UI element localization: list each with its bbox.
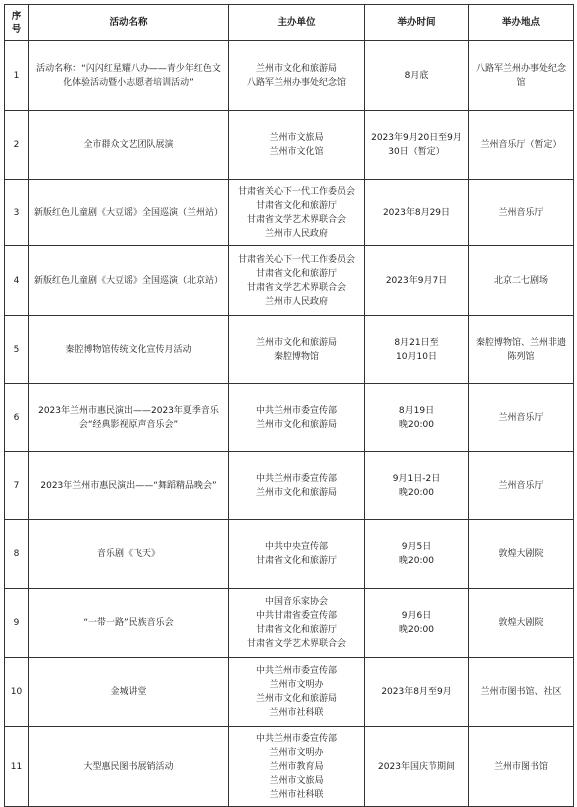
activity-name-text: 音乐剧《飞天》	[96, 549, 160, 559]
organizer-list	[232, 131, 361, 159]
organizer-cell	[229, 111, 365, 180]
organizer-item: 甘肃省文学艺术界联合会	[246, 214, 346, 225]
activity-name-text: “一带一路”民族音乐会	[83, 618, 174, 628]
venue-cell: 兰州音乐厅	[469, 384, 574, 452]
activity-name-text: 新版红色儿童剧《大豆谣》全国巡演（兰州站）	[33, 207, 223, 218]
time-line: 晚20:00	[399, 625, 434, 635]
organizer-item: 甘肃省文学艺术界联合会	[246, 282, 346, 293]
organizer-item: 兰州市人民政府	[264, 296, 328, 307]
activity-name-text: 大型惠民图书展销活动	[83, 761, 174, 772]
organizer-item: 兰州市文明办	[269, 680, 324, 690]
row-number: 6	[5, 384, 29, 452]
activity-name	[29, 727, 229, 807]
organizer-item: 兰州市文旅局	[269, 775, 324, 786]
activity-name	[29, 246, 229, 316]
time-list	[368, 404, 465, 432]
organizer-cell	[229, 41, 365, 111]
organizer-item: 秦腔博物馆	[273, 351, 319, 362]
header-organizer: 主办单位	[229, 5, 365, 41]
row-number: 9	[5, 589, 29, 658]
activity-name	[29, 589, 229, 658]
time-line: 8月19日	[398, 405, 435, 416]
time-line: 2023年8月29日	[382, 207, 451, 218]
organizer-item: 甘肃省文化和旅游厅	[255, 556, 337, 566]
header-no-line1: 序	[11, 10, 22, 22]
time-list	[368, 609, 465, 637]
organizer-item: 甘肃省文化和旅游厅	[255, 200, 337, 211]
time-list	[368, 206, 465, 220]
organizer-item: 八路军兰州办事处纪念馆	[246, 77, 346, 88]
venue-cell: 兰州音乐厅（暂定）	[469, 111, 574, 180]
organizer-item: 中共兰州市委宣传部	[255, 666, 337, 676]
activity-name	[29, 452, 229, 520]
activity-name	[29, 111, 229, 180]
header-row	[5, 5, 574, 41]
activity-name-text: 2023年兰州市惠民演出——“舞蹈精品晚会”	[40, 480, 217, 491]
row-number: 10	[5, 658, 29, 727]
time-line: 8月21日至	[394, 337, 439, 348]
table-row	[5, 589, 574, 658]
time-line: 晚20:00	[399, 487, 434, 498]
organizer-item: 中共甘肃省委宣传部	[255, 611, 337, 621]
organizer-list	[232, 732, 361, 802]
organizer-item: 中共中央宣传部	[264, 542, 328, 552]
venue-cell: 兰州音乐厅	[469, 180, 574, 246]
table-body	[5, 41, 574, 807]
organizer-cell	[229, 520, 365, 589]
venue-cell: 兰州市图书馆、社区	[469, 658, 574, 727]
activity-name-text: 全市群众文艺团队展演	[83, 140, 174, 150]
time-cell	[365, 111, 469, 180]
venue-cell: 北京二七剧场	[469, 246, 574, 316]
table-row	[5, 246, 574, 316]
activity-name-text: 活动名称：“闪闪红星耀八办——青少年红色文化体验活动暨小志愿者培训活动”	[36, 63, 221, 88]
time-line: 9月1日-2日	[392, 473, 441, 484]
organizer-item: 兰州市社科联	[269, 708, 324, 718]
organizer-item: 兰州市文旅局	[269, 133, 324, 143]
organizer-item: 兰州市文化和旅游局	[255, 487, 337, 498]
time-line: 8月底	[404, 70, 429, 81]
organizer-cell	[229, 452, 365, 520]
header-no	[5, 5, 29, 41]
time-list	[368, 685, 465, 699]
header-name: 活动名称	[29, 5, 229, 41]
venue-cell: 敦煌大剧院	[469, 589, 574, 658]
organizer-list	[232, 472, 361, 500]
organizer-list	[232, 62, 361, 90]
organizer-item: 甘肃省文化和旅游厅	[255, 625, 337, 635]
time-cell	[365, 384, 469, 452]
header-time: 举办时间	[365, 5, 469, 41]
organizer-item: 甘肃省关心下一代工作委员会	[237, 186, 355, 197]
organizer-list	[232, 336, 361, 364]
organizer-item: 甘肃省文学艺术界联合会	[246, 639, 346, 649]
activity-name	[29, 41, 229, 111]
time-cell	[365, 316, 469, 384]
row-number: 2	[5, 111, 29, 180]
time-list	[368, 274, 465, 288]
time-cell	[365, 520, 469, 589]
organizer-item: 兰州市人民政府	[264, 228, 328, 239]
venue-cell: 秦腔博物馆、兰州非遗陈列馆	[469, 316, 574, 384]
header-venue: 举办地点	[469, 5, 574, 41]
organizer-cell	[229, 246, 365, 316]
venue-cell: 敦煌大剧院	[469, 520, 574, 589]
table-row	[5, 520, 574, 589]
organizer-list	[232, 664, 361, 720]
table-row	[5, 452, 574, 520]
organizer-list	[232, 253, 361, 309]
time-list	[368, 540, 465, 568]
table-row	[5, 316, 574, 384]
activity-name-text: 2023年兰州市惠民演出——2023年夏季音乐会“经典影视原声音乐会”	[38, 405, 219, 430]
venue-cell: 兰州音乐厅	[469, 452, 574, 520]
organizer-list	[232, 595, 361, 651]
organizer-cell	[229, 727, 365, 807]
time-line: 2023年国庆节期间	[378, 761, 455, 772]
activity-name	[29, 520, 229, 589]
time-line: 2023年8月至9月	[381, 687, 452, 697]
organizer-item: 中共兰州市委宣传部	[255, 405, 337, 416]
organizer-item: 中共兰州市委宣传部	[255, 733, 337, 744]
time-cell	[365, 452, 469, 520]
row-number: 11	[5, 727, 29, 807]
table-row	[5, 727, 574, 807]
activity-name-text: 金城讲堂	[110, 687, 147, 697]
venue-cell: 兰州市图书馆	[469, 727, 574, 807]
row-number: 8	[5, 520, 29, 589]
organizer-cell	[229, 180, 365, 246]
activity-name	[29, 180, 229, 246]
time-cell	[365, 246, 469, 316]
time-cell	[365, 589, 469, 658]
organizer-list	[232, 404, 361, 432]
time-cell	[365, 180, 469, 246]
organizer-item: 甘肃省文化和旅游厅	[255, 268, 337, 279]
time-list	[368, 336, 465, 364]
time-line: 9月6日	[401, 611, 432, 621]
time-list	[368, 131, 465, 159]
activity-name	[29, 384, 229, 452]
time-line: 9月5日	[401, 542, 432, 552]
organizer-cell	[229, 384, 365, 452]
venue-cell: 八路军兰州办事处纪念馆	[469, 41, 574, 111]
time-line: 10月10日	[396, 351, 437, 362]
time-line: 2023年9月20日至9月30日（暂定）	[371, 133, 462, 157]
organizer-list	[232, 185, 361, 241]
time-line: 2023年9月7日	[385, 275, 448, 286]
organizer-list	[232, 540, 361, 568]
row-number: 7	[5, 452, 29, 520]
table-row	[5, 384, 574, 452]
time-cell	[365, 658, 469, 727]
table-row	[5, 111, 574, 180]
time-list	[368, 472, 465, 500]
organizer-cell	[229, 316, 365, 384]
organizer-item: 甘肃省关心下一代工作委员会	[237, 254, 355, 265]
activity-name-text: 秦腔博物馆传统文化宣传月活动	[65, 344, 192, 355]
organizer-item: 兰州市文化和旅游局	[255, 63, 337, 74]
organizer-item: 兰州市文化和旅游局	[255, 337, 337, 348]
organizer-item: 中国音乐家协会	[264, 597, 328, 607]
organizer-item: 兰州市教育局	[269, 761, 324, 772]
header-no-line2: 号	[11, 23, 22, 35]
organizer-item: 兰州市社科联	[269, 789, 324, 800]
row-number: 3	[5, 180, 29, 246]
organizer-cell	[229, 589, 365, 658]
activity-name-text: 新版红色儿童剧《大豆谣》全国巡演（北京站）	[33, 275, 223, 286]
organizer-cell	[229, 658, 365, 727]
time-line: 晚20:00	[399, 419, 434, 430]
row-number: 5	[5, 316, 29, 384]
row-number: 4	[5, 246, 29, 316]
table-row	[5, 41, 574, 111]
time-cell	[365, 41, 469, 111]
time-list	[368, 69, 465, 83]
activity-name	[29, 316, 229, 384]
table-row	[5, 658, 574, 727]
organizer-item: 中共兰州市委宣传部	[255, 473, 337, 484]
events-table	[4, 4, 574, 807]
organizer-item: 兰州市文化和旅游局	[255, 694, 337, 704]
organizer-item: 兰州市文化馆	[269, 147, 324, 157]
activity-name	[29, 658, 229, 727]
time-cell	[365, 727, 469, 807]
organizer-item: 兰州市文化和旅游局	[255, 419, 337, 430]
time-list	[368, 760, 465, 774]
row-number: 1	[5, 41, 29, 111]
organizer-item: 兰州市文明办	[269, 747, 324, 758]
time-line: 晚20:00	[399, 556, 434, 566]
table-row	[5, 180, 574, 246]
